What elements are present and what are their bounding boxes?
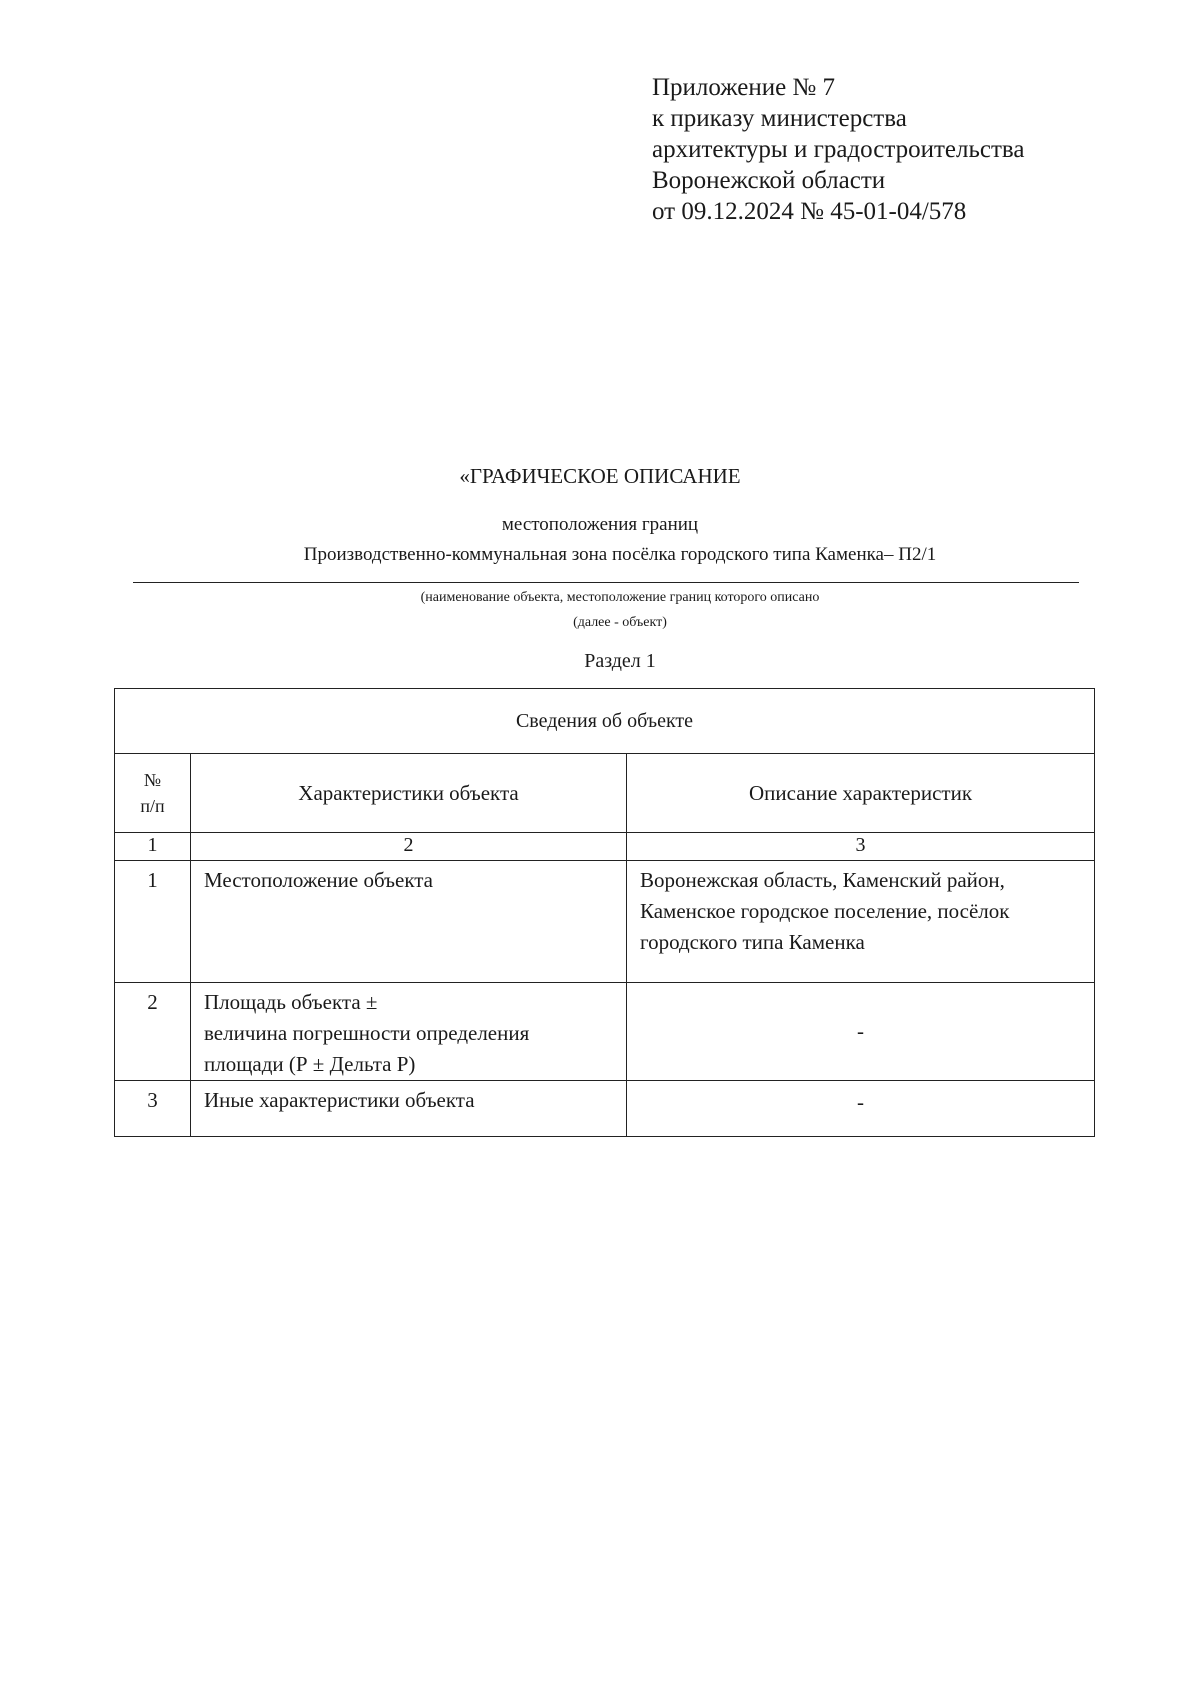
table-caption-row xyxy=(115,689,1095,754)
row-description-line: Воронежская область, Каменский район, xyxy=(640,868,1005,892)
document-subtitle: местоположения границ xyxy=(501,514,699,535)
row-characteristic-line: Местоположение объекта xyxy=(204,868,434,892)
row-characteristic xyxy=(191,861,627,983)
table-row xyxy=(115,1081,1095,1137)
table-row xyxy=(115,861,1095,983)
row-characteristic-line: Иные характеристики объекта xyxy=(204,1088,475,1112)
object-name-note-continued: (далее - объект) xyxy=(573,615,667,630)
attachment-line: от 09.12.2024 № 45-01-04/578 xyxy=(652,198,967,225)
document-title: «ГРАФИЧЕСКОЕ ОПИСАНИЕ xyxy=(459,464,741,488)
attachment-line: Приложение № 7 xyxy=(652,74,836,101)
table-header-row xyxy=(115,754,1095,833)
column-header-number xyxy=(115,754,191,833)
row-description-line: - xyxy=(857,1090,864,1114)
column-header-description: Описание характеристик xyxy=(627,754,1095,833)
attachment-line: Воронежской области xyxy=(652,167,886,194)
row-number: 3 xyxy=(115,1081,191,1137)
row-description xyxy=(627,861,1095,983)
row-characteristic-line: Площадь объекта ± xyxy=(204,990,378,1014)
row-description-line: - xyxy=(857,1019,864,1043)
column-header-number-line2: п/п xyxy=(140,796,165,816)
column-index: 2 xyxy=(191,833,627,861)
column-index-row xyxy=(115,833,1095,861)
row-characteristic-line: площади (Р ± Дельта Р) xyxy=(204,1052,416,1076)
table-row xyxy=(115,983,1095,1081)
row-characteristic xyxy=(191,1081,627,1137)
row-characteristic xyxy=(191,983,627,1081)
attachment-line: к приказу министерства xyxy=(652,105,907,132)
table-caption: Сведения об объекте xyxy=(115,689,1095,754)
row-description xyxy=(627,1081,1095,1137)
row-description-line: городского типа Каменка xyxy=(640,930,865,954)
row-number: 2 xyxy=(115,983,191,1081)
attachment-line: архитектуры и градостроительства xyxy=(652,136,1025,163)
row-number: 1 xyxy=(115,861,191,983)
row-characteristic-line: величина погрешности определения xyxy=(204,1021,530,1045)
section-heading: Раздел 1 xyxy=(584,650,656,672)
attachment-block xyxy=(652,72,1024,227)
column-header-number-line1: № xyxy=(143,770,162,790)
column-header-characteristic: Характеристики объекта xyxy=(191,754,627,833)
column-index: 3 xyxy=(627,833,1095,861)
object-name: Производственно-коммунальная зона посёлка городского типа Каменка– П2/1 xyxy=(303,544,937,565)
object-info-table xyxy=(114,688,1095,1137)
object-name-underline xyxy=(133,582,1079,583)
column-index: 1 xyxy=(115,833,191,861)
object-name-note: (наименование объекта, местоположение границ которого описано xyxy=(420,590,820,605)
row-description xyxy=(627,983,1095,1081)
row-description-line: Каменское городское поселение, посёлок xyxy=(640,899,1010,923)
